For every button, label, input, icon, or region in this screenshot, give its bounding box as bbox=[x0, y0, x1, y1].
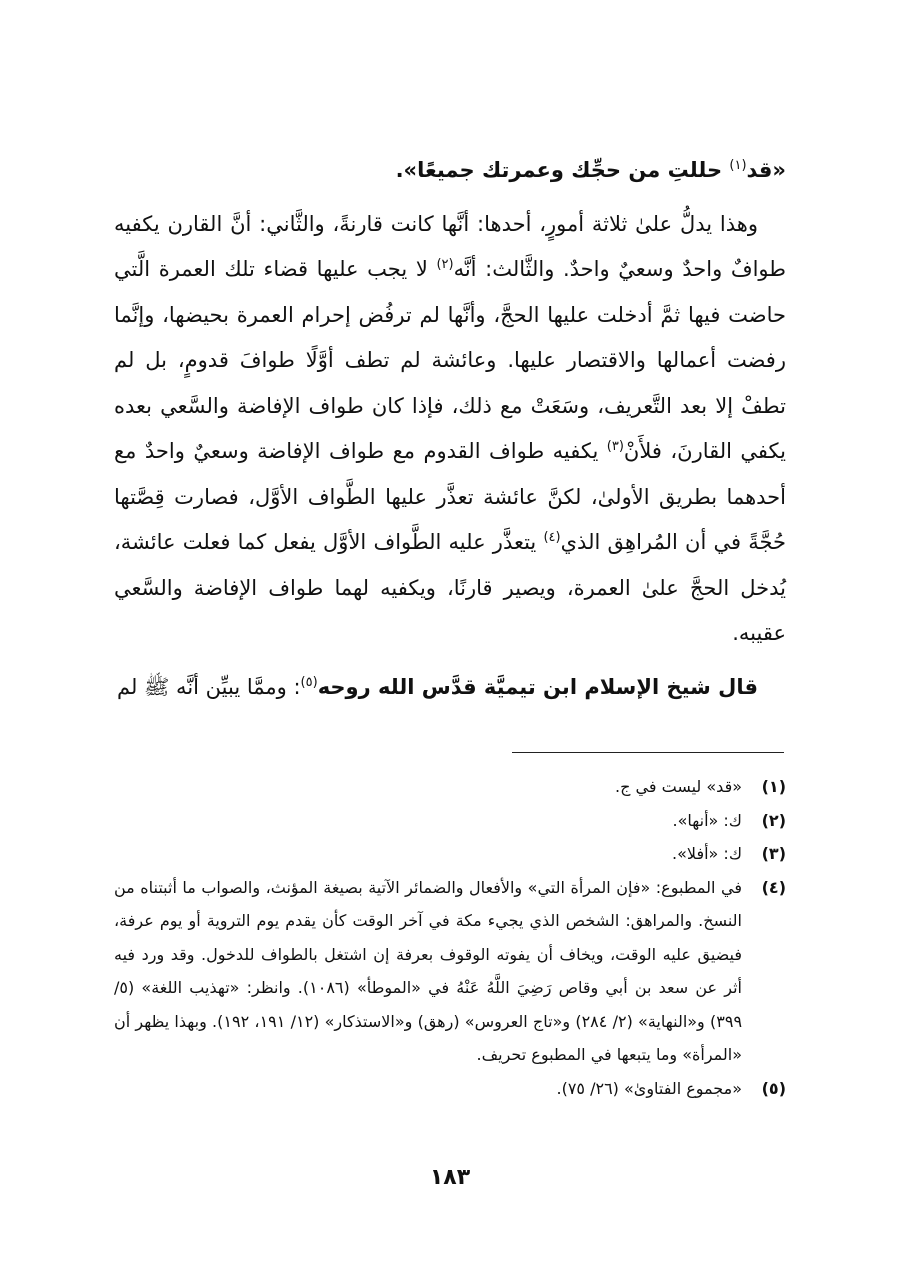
quote-paragraph bbox=[114, 148, 786, 194]
footnote-4 bbox=[114, 871, 786, 1072]
body-text-part-a: وهذا يدلُّ علىٰ ثلاثة أمورٍ، أحدها: أنَّها كانت قارنةً، والثَّاني: أنَّ القارن يكفيه طوافٌ واحدٌ وسعيٌ واحدٌ. والثَّالث: أنَّه bbox=[114, 211, 786, 281]
footnote-ref-4[interactable]: (٤) bbox=[543, 530, 561, 545]
footnote-text: ك: «أفلا». bbox=[672, 844, 742, 863]
footnote-ref-5[interactable]: (٥) bbox=[300, 674, 318, 690]
footnote-text: «مجموع الفتاوىٰ» (٢٦/ ٧٥). bbox=[556, 1078, 742, 1098]
footnote-text: في المطبوع: «فإن المرأة التي» والأفعال والضمائر الآتية بصيغة المؤنث، والصواب ما أثبتناه من النسخ. والمراهق: الشخص الذي يجيء مكة في آخر الوقت كأن يقدم يوم التروية أو يوم عرفة، فيضيق عليه الوقت، ويخاف أن يفوته الوقوف بعرفة إن اشتغل بالطواف للدخول. وقد ورد فيه أثر عن سعد بن أبي وقاص رَضِيَ اللَّهُ عَنْهُ في «الموطأ» (١٠٨٦). وانظر: «تهذيب اللغة» (٥/ ٣٩٩) و«النهاية» (٢/ ٢٨٤) و«تاج العروس» (رهق) و«الاستذكار» (١٢/ ١٩١، ١٩٢). وبهذا يظهر أن «المرأة» وما يتبعها في المطبوع تحريف. bbox=[114, 877, 743, 1064]
footnote-number: (١) bbox=[761, 777, 786, 796]
footnote-divider bbox=[512, 752, 784, 753]
footnote-ref-2[interactable]: (٢) bbox=[436, 257, 454, 272]
quote-text-start: «قد bbox=[746, 158, 786, 182]
footnote-text: «قد» ليست في ج. bbox=[615, 777, 742, 796]
footnote-number: (٤) bbox=[761, 877, 786, 897]
footnotes bbox=[114, 770, 786, 1105]
citation-speaker: قال شيخ الإسلام ابن تيميَّة قدَّس الله روحه bbox=[317, 674, 758, 699]
footnote-ref-1[interactable]: (١) bbox=[729, 158, 747, 173]
footnote-5 bbox=[114, 1072, 786, 1106]
footnote-number: (٥) bbox=[761, 1078, 786, 1098]
footnote-ref-3[interactable]: (٣) bbox=[606, 439, 624, 454]
body-text-part-d: يتعذَّر عليه الطَّواف الأوَّل يفعل كما فعلت عائشة، يُدخل الحجَّ علىٰ العمرة، ويصير قارنًا، ويكفيه لهما طواف الإفاضة والسَّعي عقيبه. bbox=[114, 530, 786, 645]
body-text-part-c: يكفيه طواف القدوم مع طواف الإفاضة وسعيٌ واحدٌ مع أحدهما بطريق الأولىٰ، لكنَّ عائشة تعذَّر عليها الطَّواف الأوَّل، فصارت قِصَّتها حُجَّةً في أن المُراهِق الذي bbox=[114, 439, 787, 554]
footnote-3 bbox=[114, 837, 786, 871]
body-paragraph bbox=[114, 202, 786, 657]
footnote-text: ك: «أنها». bbox=[672, 810, 742, 830]
page-number: ١٨٣ bbox=[429, 1165, 471, 1190]
main-text bbox=[114, 148, 786, 710]
footnote-number: (٢) bbox=[761, 810, 786, 830]
footnote-1 bbox=[114, 770, 786, 804]
footnote-2 bbox=[114, 804, 786, 838]
body-text-part-b: لا يجب عليها قضاء تلك العمرة الَّتي حاضت فيها ثمَّ أدخلت عليها الحجَّ، وأنَّها لم ترفُض إحرام العمرة بحيضها، وإنَّما رفضت أعمالها والاقتصار عليها. وعائشة لم تطف أوَّلًا طوافَ قدومٍ، بل لم تطفْ إلا بعد التَّعريف، وسَعَتْ مع ذلك، فإذا كان طواف الإفاضة والسَّعي بعده يكفي القارنَ، فلأَنْ bbox=[114, 257, 786, 463]
footnote-number: (٣) bbox=[761, 844, 786, 863]
citation-text: : وممَّا يبيِّن أنَّه ﷺ لم bbox=[116, 674, 301, 699]
citation-paragraph bbox=[114, 665, 786, 711]
quote-text-end: حللتِ من حجِّك وعمرتك جميعًا». bbox=[395, 158, 730, 182]
